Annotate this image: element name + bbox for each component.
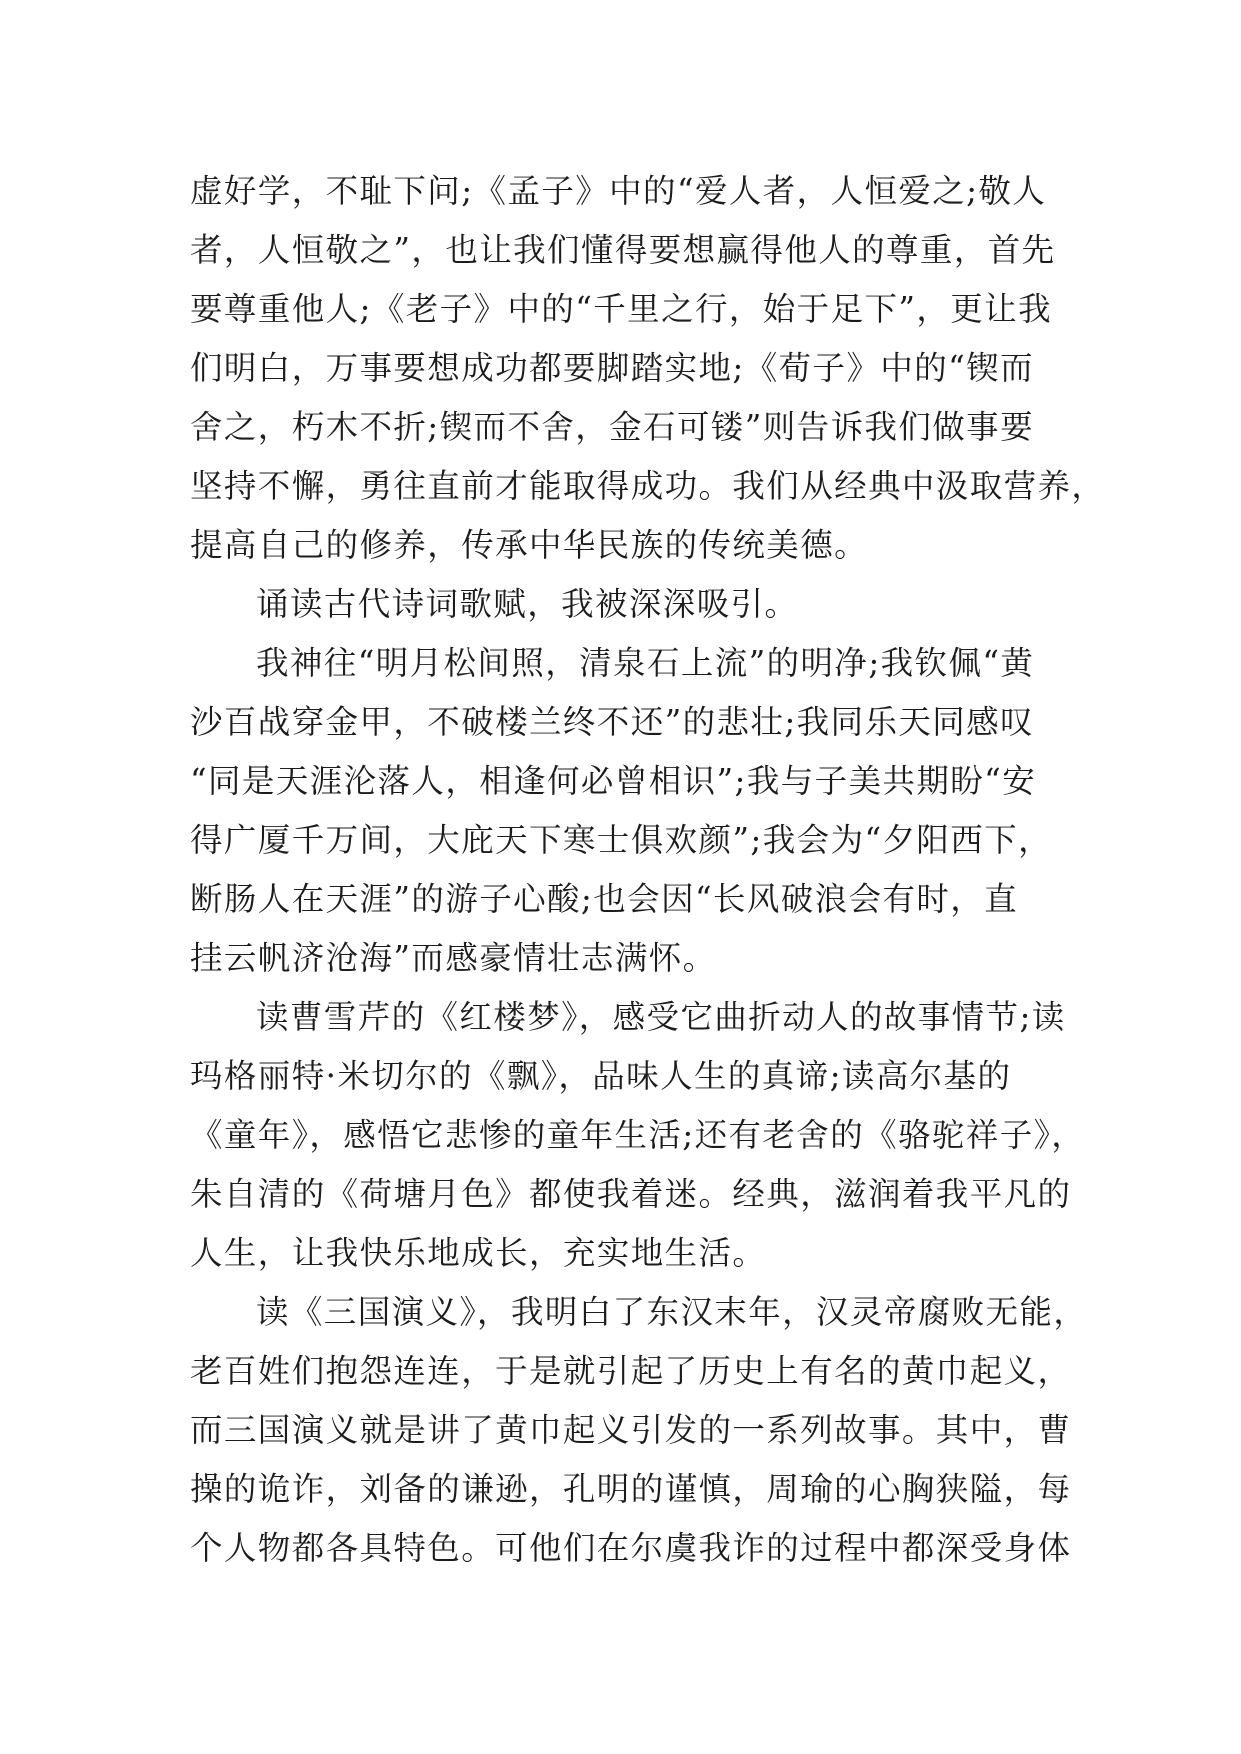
paragraph-first-line: 我神往“明月松间照，清泉石上流”的明净;我钦佩“黄 [256,644,1035,682]
text-line: 提高自己的修养，传承中华民族的传统美德。 [190,526,869,564]
document-body [190,162,1106,1578]
text-line: 者，人恒敬之”，也让我们懂得要想赢得他人的尊重，首先 [190,231,1056,269]
text-line: 而三国演义就是讲了黄巾起义引发的一系列故事。其中，曹 [190,1411,1072,1449]
text-line: 虚好学，不耻下问;《孟子》中的“爱人者，人恒爱之;敬人 [190,172,1047,210]
text-line: 玛格丽特·米切尔的《飘》，品味人生的真谛;读高尔基的 [190,1057,1012,1095]
text-line: 舍之，朽木不折;锲而不舍，金石可镂”则告诉我们做事要 [190,408,1034,446]
paragraph-first-line: 诵读古代诗词歌赋，我被深深吸引。 [256,585,799,623]
text-line: 个人物都各具特色。可他们在尔虞我诈的过程中都深受身体 [190,1529,1072,1567]
text-line: 坚持不懈，勇往直前才能取得成功。我们从经典中汲取营养， [190,467,1106,505]
paragraph-first-line: 读《三国演义》，我明白了东汉末年，汉灵帝腐败无能， [256,1293,1088,1331]
text-line: 挂云帆济沧海”而感豪情壮志满怀。 [190,939,717,977]
text-line: 要尊重他人;《老子》中的“千里之行，始于足下”，更让我 [190,290,1052,328]
text-line: “同是天涯沦落人，相逢何必曾相识”;我与子美共期盼“安 [190,762,1037,800]
text-line: 断肠人在天涯”的游子心酸;也会因“长风破浪会有时，直 [190,880,1019,918]
text-line: 沙百战穿金甲，不破楼兰终不还”的悲壮;我同乐天同感叹 [190,703,1034,741]
text-line: 操的诡诈，刘备的谦逊，孔明的谨慎，周瑜的心胸狭隘，每 [190,1470,1072,1508]
text-line: 《童年》，感悟它悲惨的童年生活;还有老舍的《骆驼祥子》， [190,1116,1086,1154]
paragraph-first-line: 读曹雪芹的《红楼梦》，感受它曲折动人的故事情节;读 [256,998,1066,1036]
text-line: 老百姓们抱怨连连，于是就引起了历史上有名的黄巾起义， [190,1352,1072,1390]
text-line: 得广厦千万间，大庇天下寒士俱欢颜”;我会为“夕阳西下， [190,821,1052,859]
text-line: 们明白，万事要想成功都要脚踏实地;《荀子》中的“锲而 [190,349,1034,387]
text-line: 人生，让我快乐地成长，充实地生活。 [190,1234,767,1272]
text-line: 朱自清的《荷塘月色》都使我着迷。经典，滋润着我平凡的 [190,1175,1072,1213]
